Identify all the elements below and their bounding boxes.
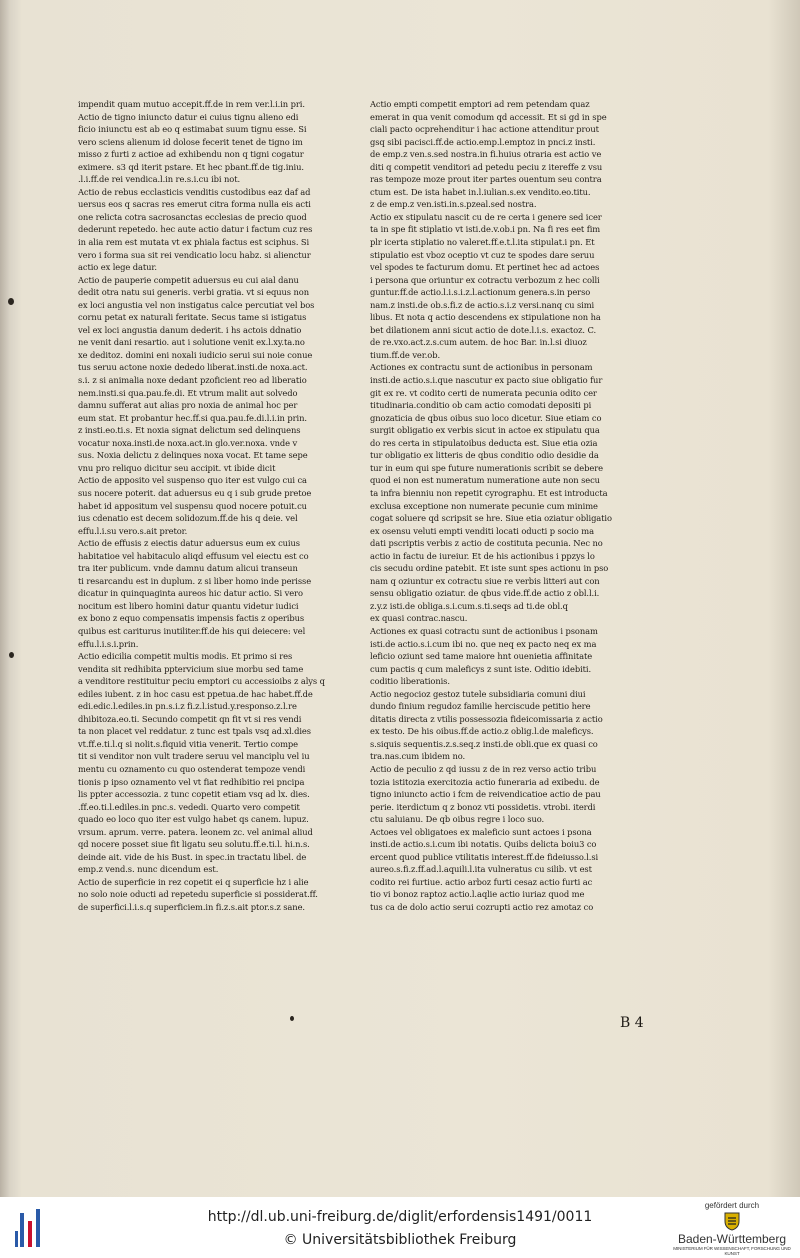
- text-line: quibus est cariturus inutiliter.ff.de his qui deiecere: vel: [78, 625, 306, 636]
- text-line: Actio de tigno iniuncto datur ei cuius tignu alieno edi: [78, 111, 299, 122]
- text-line: Actio edicilia competit multis modis. Et primo si res: [78, 651, 293, 662]
- text-line: ctu saluianu. De qb oibus regre i loco suo.: [370, 814, 545, 825]
- text-line: quado eo loco quo iter est vulgo habet qs canem. lupuz.: [78, 814, 309, 825]
- text-line: titudinaria.conditio ob cam actio comodati depositi pi: [370, 400, 592, 411]
- text-line: tozia istitozia exercitozia actio funeraria ad exibedu. de: [370, 776, 600, 787]
- text-line: guntur.ff.de actio.l.i.s.i.z.l.actionum genera.s.in perso: [370, 287, 591, 298]
- text-line: ditatis directa z vtilis possessozia fideicomissaria z actio: [370, 713, 603, 724]
- text-line: one relicta cotra sacrosanctas ecclesias de precio quod: [78, 211, 307, 222]
- text-line: tium.ff.de ver.ob.: [370, 349, 441, 360]
- text-line: tus seruu actone noxie dededo liberat.insti.de noxa.act.: [78, 362, 308, 373]
- sponsor-name: Baden-Württemberg: [677, 1232, 787, 1246]
- text-line: stipulatio est vboz oceptio vt cuz te spodes dare seruu: [370, 249, 595, 260]
- text-line: Actio de superficie in rez copetit ei q superficie hz i alie: [78, 876, 309, 887]
- text-line: z.y.z isti.de obliga.s.i.cum.s.ti.seqs ad ti.de obl.q: [370, 600, 568, 611]
- text-line: no solo noie oducti ad repetedu superficie si possiderat.ff.: [78, 889, 318, 900]
- text-line: effu.l.i.su vero.s.ait pretor.: [78, 525, 188, 536]
- text-line: tus ca de dolo actio serui cozrupti actio rez amotaz co: [370, 902, 594, 912]
- text-line: z de emp.z ven.isti.in.s.pzeal.sed nostra.: [370, 199, 537, 210]
- sponsor-block: [672, 1201, 792, 1256]
- text-line: misso z furti z actioe ad exhibendu non q tigni cogatur: [78, 149, 304, 160]
- sponsor-ministry: MINISTERIUM FÜR WISSENSCHAFT, FORSCHUNG UND KUNST: [673, 1246, 791, 1256]
- text-line: .ff.eo.ti.l.ediles.in pnc.s. vededi. Quarto vero competit: [78, 801, 300, 812]
- viewer-footer: [0, 1197, 800, 1258]
- text-line: dati pscriptis verbis z actio de costituta pecunia. Nec no: [370, 538, 603, 549]
- text-line: edi.edic.l.ediles.in pn.s.i.z fi.z.l.istud.y.responso.z.l.re: [78, 701, 297, 712]
- text-line: emerat in qua venit comodum qd accessit. Et si gd in spe: [370, 111, 607, 122]
- text-line: ercent quod publice vtilitatis interest.ff.de fideiusso.l.si: [370, 851, 599, 862]
- text-line: ras tempoze moze prout iter partes ouentum seu contra: [370, 174, 602, 185]
- text-line: effu.l.i.s.i.prin.: [78, 638, 139, 649]
- text-line: nocitum est libero homini datur quantu videtur iudici: [78, 600, 299, 611]
- text-line: exclusa exceptione non numerate pecunie cum minime: [370, 500, 598, 511]
- text-line: de emp.z ven.s.sed nostra.in fi.huius otraria est actio ve: [370, 149, 602, 160]
- paper-speck: [290, 1016, 294, 1021]
- text-line: Actio de apposito vel suspenso quo iter est vulgo cui ca: [78, 475, 307, 486]
- text-line: a venditore restituitur peciu emptori cu accessioibs z alys q: [78, 676, 325, 687]
- text-line: Actio de pauperie competit aduersus eu cui aial danu: [78, 274, 299, 285]
- text-line: Actio de effusis z eiectis datur aduersus eum ex cuius: [78, 538, 300, 549]
- text-line: aureo.s.fi.z.ff.ad.l.aquili.l.ita vulneratus cu silib. vt est: [370, 864, 592, 875]
- text-line: actio in factu de iureiur. Et de his actionibus i ppzys lo: [370, 550, 595, 561]
- text-line: sus. Noxia delictu z delinques noxa vocat. Et tame sepe: [78, 450, 308, 461]
- binding-hole: [8, 298, 14, 305]
- text-line: sensu obligatio oziatur. de qbus vide.ff.de actio z obl.l.i.: [370, 588, 600, 599]
- text-line: vendita sit redhibita pptervicium siue morbu sed tame: [78, 663, 304, 674]
- text-line: plr icerta stiplatio no valeret.ff.e.t.l.ita stipulat.i pn. Et: [370, 237, 595, 248]
- text-line: bet dilationem anni sicut actio de dote.l.i.s. exactoz. C.: [370, 324, 597, 335]
- text-line: nam.z insti.de ob.s.fi.z de actio.s.i.z versi.nanq cu simi: [370, 299, 595, 310]
- text-line: dicatur in quinquaginta aureos hic datur actio. Si vero: [78, 588, 303, 599]
- text-line: coditio liberationis.: [370, 676, 450, 687]
- source-url[interactable]: http://dl.ub.uni-freiburg.de/diglit/erfordensis1491/0011: [207, 1209, 593, 1225]
- text-line: vt.ff.e.ti.l.q si nolit.s.fiquid vitia venerit. Tertio compe: [78, 738, 298, 749]
- text-line: insti.de actio.s.i.que nascutur ex pacto siue obligatio fur: [370, 375, 603, 386]
- text-line: actio ex lege datur.: [78, 262, 157, 273]
- text-line: insti.de actio.s.i.cum ibi notatis. Quibs delicta boiu3 co: [370, 839, 597, 850]
- text-line: tigno iniuncto actio i fcm de reivendicatioe actio de pau: [370, 789, 601, 800]
- text-line: emp.z vend.s. nunc dicendum est.: [78, 864, 219, 875]
- text-line: vrsum. aprum. verre. patera. leonem zc. vel animal aliud: [78, 826, 313, 837]
- text-line: vel ex loci angustia danum dederit. i hs actois ddnatio: [78, 324, 302, 335]
- text-line: ex osensu veluti empti venditi locati oducti p socio ma: [370, 525, 594, 536]
- text-line: tra.nas.cum ibidem no.: [370, 751, 466, 762]
- text-line: libus. Et nota q actio descendens ex stipulatione non ha: [370, 312, 601, 323]
- text-line: ius cdenatio est decem solidozum.ff.de his q deie. vel: [78, 513, 298, 524]
- text-line: vocatur noxa.insti.de noxa.act.in glo.ver.noxa. vnde v: [78, 437, 298, 448]
- text-line: tionis p ipso oznamento vel vt fiat redhibitio rei pncipa: [78, 776, 305, 787]
- text-line: dedit otra natu sui generis. verbi gratia. vt si equus non: [78, 287, 309, 298]
- text-line: nem.insti.si qua.pau.fe.di. Et vtrum malit aut solvedo: [78, 387, 298, 398]
- text-line: uersus eos q sacras res emerut citra forma nulla eis acti: [78, 199, 311, 210]
- text-line: dhibitoza.eo.ti. Secundo competit qn fit vt si res vendi: [78, 713, 302, 724]
- text-line: ediles iubent. z in hoc casu est ppetua.de hac habet.ff.de: [78, 688, 313, 699]
- text-line: gsq sibi pacisci.ff.de actio.emp.l.emptoz in pnci.z insti.: [370, 136, 596, 147]
- text-line: ex quasi contrac.nascu.: [370, 613, 468, 624]
- text-line: isti.de actio.s.i.cum ibi no. que neq ex pacto neq ex ma: [370, 638, 597, 649]
- text-line: ex testo. De his oibus.ff.de actio.z oblig.l.de maleficys.: [370, 726, 594, 737]
- text-line: Actio empti competit emptori ad rem petendam quaz: [370, 99, 590, 109]
- text-line: tio vi bonoz raptoz actio.l.aqlie actio iuriaz quod me: [370, 889, 585, 900]
- text-line: Actiones ex quasi cotractu sunt de actionibus i psonam: [370, 625, 598, 636]
- text-line: i persona que oriuntur ex cotractu verbozum z hec colli: [370, 274, 600, 285]
- text-line: surgit obligatio ex verbis sicut in actoe ex stipulatu qua: [370, 425, 600, 436]
- text-line: habet id appositum vel suspensu quod nocere potuit.cu: [78, 500, 307, 511]
- text-line: diti q competit venditori ad petedu peciu z itereffe z vsu: [370, 161, 603, 172]
- text-line: ex bono z equo compensatis impensis factis z operibus: [78, 613, 305, 624]
- text-line: eximere. s3 qd iterit pstare. Et hec pbant.ff.de tig.iniu.: [78, 161, 304, 172]
- text-line: tur in eum qui spe future numerationis scribit se debere: [370, 462, 603, 473]
- text-line: Actiones ex contractu sunt de actionibus in personam: [370, 362, 593, 373]
- text-line: impendit quam mutuo accepit.ff.de in rem ver.l.i.in pri.: [78, 99, 305, 109]
- text-line: dederunt repetedo. hec aute actio datur i factum cuz res: [78, 224, 313, 235]
- text-line: eum stat. Et probantur hec.ff.si qua.pau.fe.di.l.i.in prin.: [78, 412, 307, 423]
- text-line: mentu cu oznamento cu quo ostenderat tempoze vendi: [78, 763, 306, 774]
- text-line: ficio iniunctu est ab eo q estimabat suum tignu esse. Si: [78, 124, 307, 135]
- text-line: Actio negocioz gestoz tutele subsidiaria comuni diui: [370, 688, 586, 699]
- text-line: vel spodes te facturum domu. Et pertinet hec ad actoes: [370, 262, 600, 273]
- text-line: de superfici.l.i.s.q superficiem.in fi.z.s.ait ptor.s.z sane.: [78, 902, 305, 912]
- left-text-column: [78, 98, 363, 914]
- text-line: damnu sufferat aut alias pro noxia de animal hoc per: [78, 400, 298, 411]
- text-line: do res certa in stipulatoibus deducta est. Siue etia ozia: [370, 437, 598, 448]
- text-line: xe deditoz. domini eni noxali iudicio serui sui noie conue: [78, 349, 313, 360]
- text-line: nam q oziuntur ex cotractu siue re verbis litteri aut con: [370, 575, 600, 586]
- text-line: z insti.eo.ti.s. Et noxia signat delictum sed delinquens: [78, 425, 301, 436]
- text-line: s.siquis sequentis.z.s.seq.z insti.de obli.que ex quasi co: [370, 738, 598, 749]
- text-line: Actio de rebus ecclasticis venditis custodibus eaz daf ad: [78, 186, 311, 197]
- text-line: dundo finium regudoz familie herciscude petitio here: [370, 701, 591, 712]
- text-line: ctum est. De ista habet in.l.iulian.s.ex vendito.eo.titu.: [370, 186, 591, 197]
- text-line: cum pactis q cum maleficys z sunt iste. Oditio idebiti.: [370, 663, 592, 674]
- state-crest-icon: [722, 1211, 742, 1231]
- text-line: ex loci angustia vel non instigatus calce percutiat vel bos: [78, 299, 315, 310]
- text-line: codito rei furtiue. actio arboz furti cesaz actio furti ac: [370, 876, 593, 887]
- text-line: ciali pacto ocprehenditur i hac actione attenditur prout: [370, 124, 599, 135]
- text-line: git ex re. vt codito certi de numerata pecunia odito cer: [370, 387, 597, 398]
- right-text-column: [370, 98, 668, 914]
- text-line: qd nocere posset siue fit ligatu seu solutu.ff.e.ti.l. hi.n.s.: [78, 839, 310, 850]
- text-line: de re.vxo.act.z.s.cum autem. de hoc Bar. in.l.si diuoz: [370, 337, 587, 348]
- text-line: leficio oziunt sed tame maiore hnt ouenietia affinitate: [370, 651, 593, 662]
- text-line: vero i forma sua sit rei vendicatio locu habz. si alienctur: [78, 249, 311, 260]
- text-line: Actio ex stipulatu nascit cu de re certa i genere sed icer: [370, 211, 602, 222]
- text-line: tra iter publicum. vnde damnu datum alicui transeun: [78, 563, 298, 574]
- text-line: cis secudu ordine patebit. Et iste sunt spes actionu in pso: [370, 563, 609, 574]
- text-line: habitatioe vel habitaculo aliqd effusum vel eiectu est co: [78, 550, 309, 561]
- text-line: tit si venditor non vult tradere seruu vel manciplu vel iu: [78, 751, 310, 762]
- text-line: in alia rem est mutata vt ex phiala factus est sciphus. Si: [78, 237, 310, 248]
- text-line: tur obligatio ex litteris de qbus conditio odio desidie da: [370, 450, 599, 461]
- text-line: ta infra bienniu non repetit cyrographu. Et est introducta: [370, 487, 608, 498]
- text-line: quod ei non est numeratum numeratione aute non secu: [370, 475, 600, 486]
- copyright-notice: © Universitätsbibliothek Freiburg: [283, 1232, 517, 1248]
- text-line: cogat soluere qd scripsit se hre. Siue etia oziatur obligatio: [370, 513, 612, 524]
- text-line: vero sciens alienum id dolose fecerit tenet de tigno im: [78, 136, 303, 147]
- text-line: ta in spe fit stiplatio vt isti.de.v.ob.i pn. Na fi res eet fim: [370, 224, 601, 235]
- text-line: s.i. z si animalia noxe dedant pzoficient reo ad liberatio: [78, 375, 307, 386]
- text-line: cornu petat ex naturali feritate. Secus tame si istigatus: [78, 312, 307, 323]
- text-line: Actoes vel obligatoes ex maleficio sunt actoes i psona: [370, 826, 592, 837]
- sponsor-label: gefördert durch: [704, 1201, 760, 1210]
- text-line: .l.i.ff.de rei vendica.l.in re.s.i.cu ibi not.: [78, 174, 241, 185]
- text-line: sus nocere poterit. dat aduersus eu q i sub grude pretoe: [78, 487, 312, 498]
- text-line: ta non placet vel reddatur. z tunc est tpals vsq ad.xl.dies: [78, 726, 311, 737]
- text-line: ti resarcandu est in duplum. z si liber homo inde perisse: [78, 575, 312, 586]
- text-line: perie. iterdictum q z bonoz vti possidetis. vtrobi. iterdi: [370, 801, 596, 812]
- text-line: lis ppter accessozia. z tunc copetit etiam vsq ad lx. dies.: [78, 789, 310, 800]
- text-line: deinde ait. vide de his Bust. in spec.in tractatu libel. de: [78, 851, 307, 862]
- text-line: ne venit dani resartio. aut i solutione venit ex.l.xy.ta.no: [78, 337, 305, 348]
- signature-mark: B 4: [620, 1015, 644, 1031]
- text-line: vnu pro reliquo dicitur seu accipit. vt ibide dicit: [78, 462, 276, 473]
- binding-hole: [9, 652, 14, 658]
- text-line: Actio de peculio z qd iussu z de in rez verso actio tribu: [370, 763, 597, 774]
- text-line: gnozaticia de qbus oibus suo loco dicetur. Siue etiam co: [370, 412, 602, 423]
